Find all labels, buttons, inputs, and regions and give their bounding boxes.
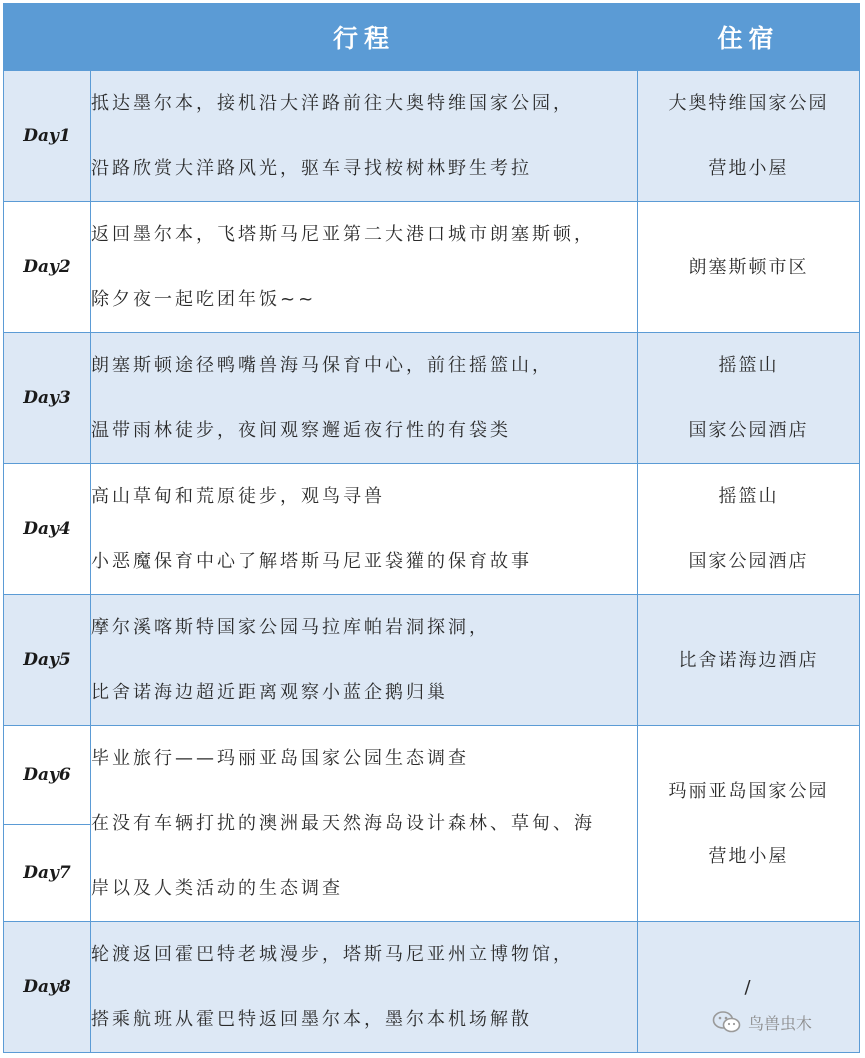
lodging-line: 摇篮山 <box>718 355 779 376</box>
table-row <box>4 595 860 726</box>
itinerary-line: 在没有车辆打扰的澳洲最天然海岛设计森林、草甸、海 <box>91 813 595 834</box>
header-blank <box>4 4 91 71</box>
itinerary-line: 岸以及人类活动的生态调查 <box>91 878 343 899</box>
table-row <box>4 464 860 595</box>
itinerary-line: 返回墨尔本，飞塔斯马尼亚第二大港口城市朗塞斯顿， <box>91 224 595 245</box>
itinerary-line: 轮渡返回霍巴特老城漫步，塔斯马尼亚州立博物馆， <box>91 944 574 965</box>
lodging-cell <box>638 726 860 922</box>
day-label: Day3 <box>4 333 91 464</box>
lodging-cell <box>638 71 860 202</box>
lodging-line: 营地小屋 <box>708 845 789 867</box>
itinerary-cell <box>91 595 638 726</box>
lodging-line: 大奥特维国家公园 <box>668 93 829 114</box>
day-label: Day1 <box>4 71 91 202</box>
itinerary-cell <box>91 726 638 922</box>
lodging-cell <box>638 202 860 333</box>
header-itinerary: 行程 <box>91 4 638 71</box>
itinerary-line: 朗塞斯顿途径鸭嘴兽海马保育中心，前往摇篮山， <box>91 355 553 376</box>
itinerary-line: 搭乘航班从霍巴特返回墨尔本，墨尔本机场解散 <box>91 1009 532 1030</box>
table-header-row <box>4 4 860 71</box>
lodging-line: 国家公园酒店 <box>688 420 809 441</box>
lodging-line: 比舍诺海边酒店 <box>678 649 819 671</box>
itinerary-line: 比舍诺海边超近距离观察小蓝企鹅归巢 <box>91 682 448 703</box>
day-label: Day4 <box>4 464 91 595</box>
itinerary-line: 温带雨林徒步，夜间观察邂逅夜行性的有袋类 <box>91 420 511 441</box>
itinerary-table <box>3 3 860 1053</box>
itinerary-line: 毕业旅行——玛丽亚岛国家公园生态调查 <box>91 748 469 769</box>
watermark <box>712 1007 812 1037</box>
lodging-cell <box>638 464 860 595</box>
lodging-cell <box>638 595 860 726</box>
header-lodging: 住宿 <box>638 4 860 71</box>
lodging-line: 国家公园酒店 <box>688 551 809 572</box>
itinerary-cell <box>91 202 638 333</box>
table-row <box>4 71 860 202</box>
day-label: Day5 <box>4 595 91 726</box>
day-label: Day7 <box>4 824 91 922</box>
itinerary-cell <box>91 464 638 595</box>
lodging-line: 营地小屋 <box>708 158 789 179</box>
table-row <box>4 202 860 333</box>
itinerary-line: 除夕夜一起吃团年饭~~ <box>91 289 317 310</box>
itinerary-line: 沿路欣赏大洋路风光，驱车寻找桉树林野生考拉 <box>91 158 532 179</box>
itinerary-line: 摩尔溪喀斯特国家公园马拉库帕岩洞探洞， <box>91 617 490 638</box>
wechat-icon <box>712 1010 742 1034</box>
lodging-line: 朗塞斯顿市区 <box>688 256 809 278</box>
table-row <box>4 333 860 464</box>
table-row <box>4 726 860 825</box>
day-label: Day6 <box>4 726 91 825</box>
lodging-line: 摇篮山 <box>718 486 779 507</box>
day-label: Day2 <box>4 202 91 333</box>
lodging-line: / <box>744 976 753 998</box>
watermark-text: 鸟兽虫木 <box>748 1013 813 1033</box>
itinerary-line: 高山草甸和荒原徒步，观鸟寻兽 <box>91 486 385 507</box>
itinerary-line: 抵达墨尔本，接机沿大洋路前往大奥特维国家公园， <box>91 93 574 114</box>
itinerary-line: 小恶魔保育中心了解塔斯马尼亚袋獾的保育故事 <box>91 551 532 572</box>
lodging-cell <box>638 333 860 464</box>
itinerary-cell <box>91 333 638 464</box>
itinerary-cell <box>91 922 638 1053</box>
day-label: Day8 <box>4 922 91 1053</box>
itinerary-cell <box>91 71 638 202</box>
lodging-line: 玛丽亚岛国家公园 <box>668 780 829 802</box>
